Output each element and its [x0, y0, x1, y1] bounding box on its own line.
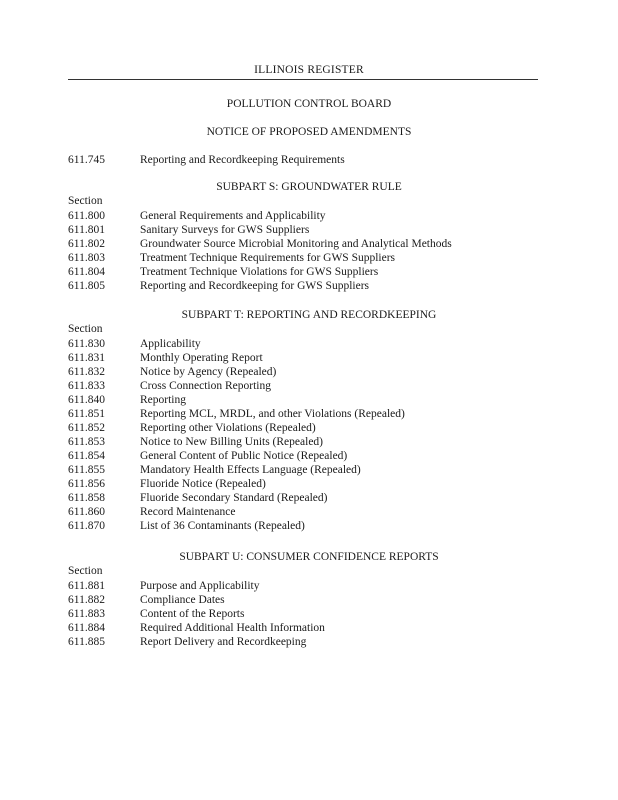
- section-title: Reporting MCL, MRDL, and other Violations (Repealed): [140, 408, 405, 420]
- section-title: Required Additional Health Information: [140, 622, 325, 634]
- section-number: 611.851: [68, 408, 105, 420]
- section-title: Sanitary Surveys for GWS Suppliers: [140, 224, 310, 236]
- subpart-t-heading: SUBPART T: REPORTING AND RECORDKEEPING: [181, 309, 437, 321]
- section-number: 611.833: [68, 380, 105, 392]
- section-number: 611.805: [68, 280, 105, 292]
- section-title: Compliance Dates: [140, 594, 225, 606]
- list-item: [68, 579, 259, 593]
- list-item: [68, 477, 266, 491]
- section-title: Monthly Operating Report: [140, 352, 263, 364]
- intro-entry: [68, 153, 345, 167]
- section-number: 611.840: [68, 394, 105, 406]
- list-item: [68, 265, 378, 279]
- board-title: POLLUTION CONTROL BOARD: [226, 98, 392, 110]
- section-title: Reporting: [140, 394, 186, 406]
- list-item: [68, 421, 316, 435]
- section-number: 611.884: [68, 622, 105, 634]
- section-label: Section: [68, 565, 103, 577]
- list-item: [68, 449, 347, 463]
- list-item: [68, 463, 361, 477]
- section-title: Purpose and Applicability: [140, 580, 260, 592]
- section-number: 611.854: [68, 450, 105, 462]
- section-number: 611.745: [68, 154, 105, 166]
- section-title: Fluoride Secondary Standard (Repealed): [140, 492, 328, 504]
- list-item: [68, 435, 323, 449]
- section-number: 611.885: [68, 636, 105, 648]
- list-item: [68, 209, 326, 223]
- list-item: [68, 251, 395, 265]
- list-item: [68, 593, 225, 607]
- list-item: [68, 351, 263, 365]
- section-title: Applicability: [140, 338, 201, 350]
- section-label: Section: [68, 195, 103, 207]
- list-item: [68, 621, 325, 635]
- list-item: [68, 379, 271, 393]
- list-item: [68, 237, 452, 251]
- section-title: Reporting other Violations (Repealed): [140, 422, 316, 434]
- section-title: General Content of Public Notice (Repealed): [140, 450, 348, 462]
- section-number: 611.870: [68, 520, 105, 532]
- section-title: Notice to New Billing Units (Repealed): [140, 436, 324, 448]
- section-title: Reporting and Recordkeeping for GWS Suppliers: [140, 280, 369, 292]
- section-number: 611.800: [68, 210, 105, 222]
- section-title: Reporting and Recordkeeping Requirements: [140, 154, 345, 166]
- section-number: 611.830: [68, 338, 105, 350]
- section-title: Notice by Agency (Repealed): [140, 366, 277, 378]
- list-item: [68, 407, 405, 421]
- register-title: ILLINOIS REGISTER: [0, 64, 618, 76]
- section-number: 611.858: [68, 492, 105, 504]
- section-title: Content of the Reports: [140, 608, 245, 620]
- list-item: [68, 505, 235, 519]
- section-title: Report Delivery and Recordkeeping: [140, 636, 307, 648]
- section-number: 611.802: [68, 238, 105, 250]
- section-title: Mandatory Health Effects Language (Repealed): [140, 464, 361, 476]
- list-item: [68, 491, 327, 505]
- header-rule: [68, 79, 538, 80]
- list-item: [68, 279, 369, 293]
- section-number: 611.855: [68, 464, 105, 476]
- notice-title: NOTICE OF PROPOSED AMENDMENTS: [206, 126, 412, 138]
- list-item: [68, 519, 305, 533]
- section-title: List of 36 Contaminants (Repealed): [140, 520, 305, 532]
- subpart-u-heading: SUBPART U: CONSUMER CONFIDENCE REPORTS: [179, 551, 439, 563]
- section-title: Fluoride Notice (Repealed): [140, 478, 266, 490]
- section-number: 611.804: [68, 266, 105, 278]
- section-title: Record Maintenance: [140, 506, 236, 518]
- section-title: Cross Connection Reporting: [140, 380, 271, 392]
- section-number: 611.801: [68, 224, 105, 236]
- section-number: 611.860: [68, 506, 105, 518]
- section-title: General Requirements and Applicability: [140, 210, 326, 222]
- section-number: 611.852: [68, 422, 105, 434]
- list-item: [68, 337, 201, 351]
- list-item: [68, 635, 306, 649]
- section-number: 611.881: [68, 580, 105, 592]
- subpart-s-heading: SUBPART S: GROUNDWATER RULE: [216, 181, 402, 193]
- section-label: Section: [68, 323, 103, 335]
- list-item: [68, 223, 309, 237]
- section-number: 611.856: [68, 478, 105, 490]
- section-number: 611.882: [68, 594, 105, 606]
- section-number: 611.832: [68, 366, 105, 378]
- section-number: 611.883: [68, 608, 105, 620]
- section-number: 611.831: [68, 352, 105, 364]
- section-title: Treatment Technique Violations for GWS Suppliers: [140, 266, 379, 278]
- section-number: 611.853: [68, 436, 105, 448]
- section-title: Treatment Technique Requirements for GWS Suppliers: [140, 252, 396, 264]
- list-item: [68, 393, 186, 407]
- section-title: Groundwater Source Microbial Monitoring and Analytical Methods: [140, 238, 452, 250]
- list-item: [68, 365, 276, 379]
- section-number: 611.803: [68, 252, 105, 264]
- list-item: [68, 607, 244, 621]
